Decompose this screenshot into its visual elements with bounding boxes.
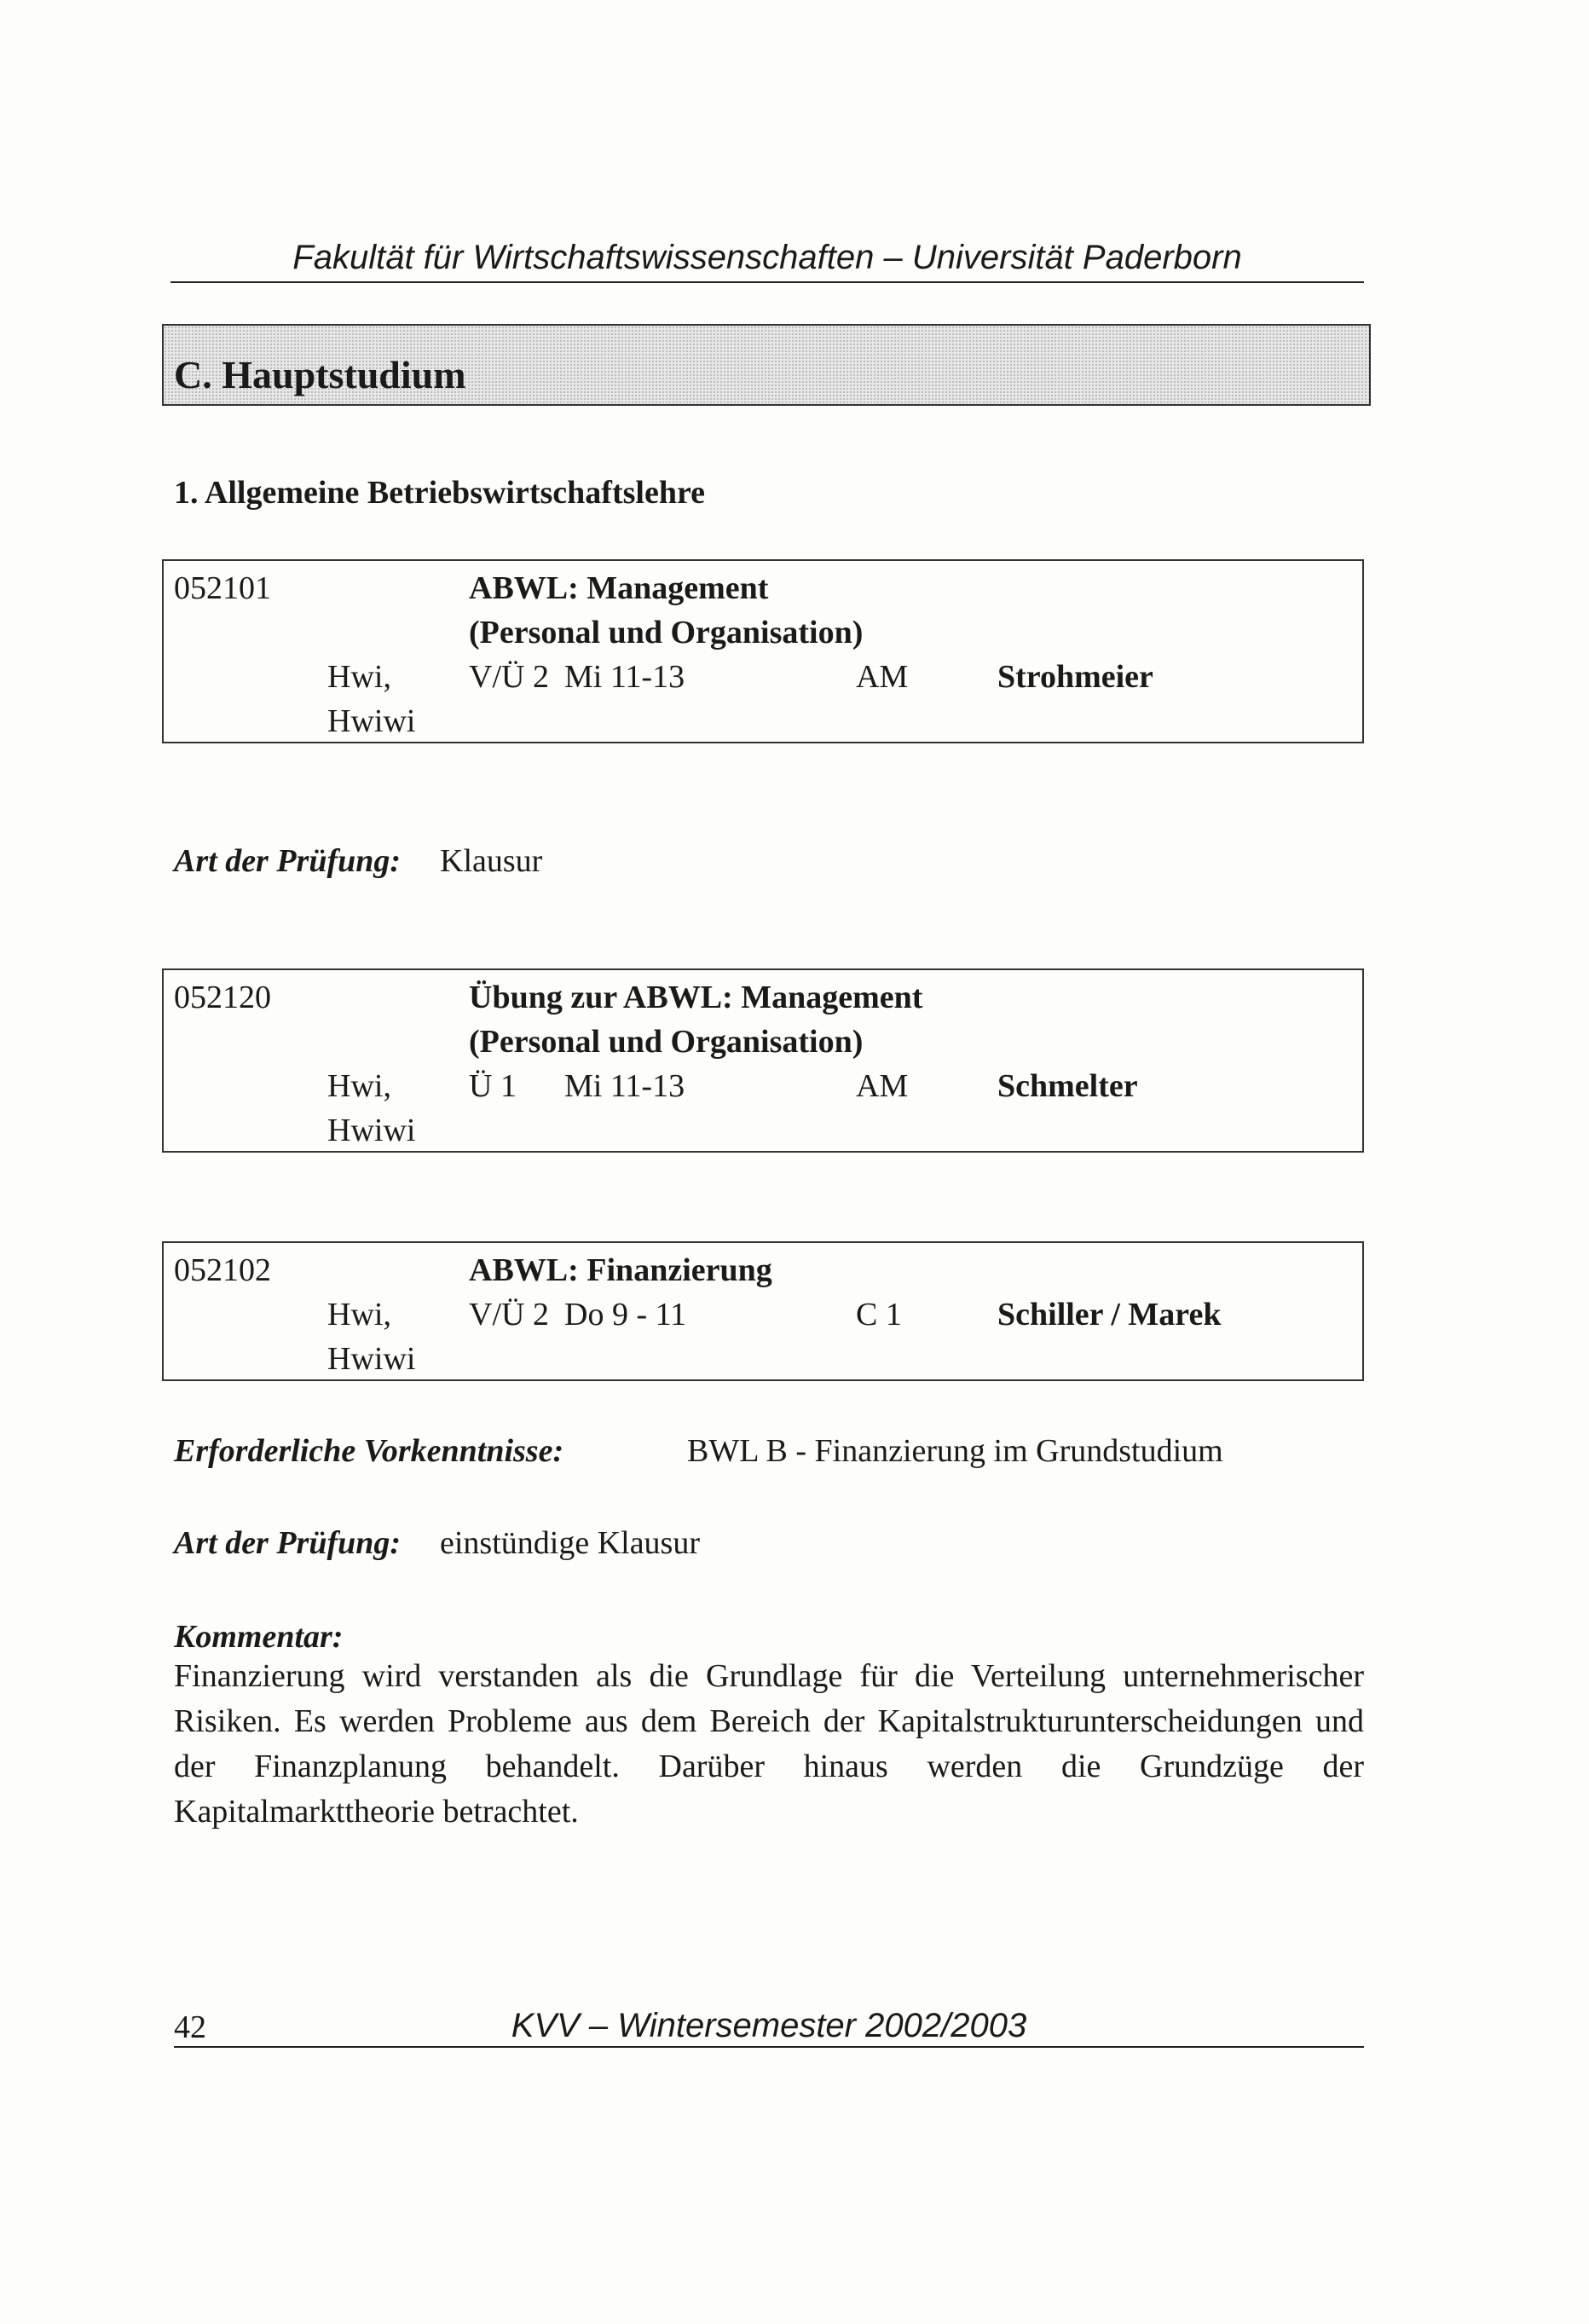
section-title: C. Hauptstudium — [174, 353, 466, 396]
course-box-052101 — [162, 559, 1364, 743]
exam-value-2: einstündige Klausur — [440, 1525, 701, 1561]
course-audience-2: Hwiwi — [327, 1341, 416, 1377]
course-room: AM — [856, 1068, 909, 1104]
comment-label: Kommentar: — [174, 1619, 344, 1655]
course-time: Mi 11-13 — [564, 659, 685, 695]
course-subtitle: (Personal und Organisation) — [469, 615, 864, 650]
exam-label: Art der Prüfung: — [174, 843, 402, 879]
course-room: C 1 — [856, 1297, 902, 1333]
section-banner — [162, 324, 1371, 406]
prereq-value: BWL B - Finanzierung im Grundstudium — [687, 1433, 1223, 1469]
course-time: Mi 11-13 — [564, 1068, 685, 1104]
course-audience-2: Hwiwi — [327, 1113, 416, 1148]
prereq-label: Erforderliche Vorkenntnisse: — [174, 1433, 564, 1469]
course-title: ABWL: Management — [469, 570, 769, 606]
course-audience: Hwi, — [327, 1297, 391, 1333]
running-header: Fakultät für Wirtschaftswissenschaften – Universität Paderborn — [292, 239, 1242, 276]
course-audience-2: Hwiwi — [327, 703, 416, 739]
comment-text: Finanzierung wird verstanden als die Grundlage für die Verteilung unternehmerischer Risiken. Es werden Probleme aus dem Bereich der Kapitalstrukturunterscheidungen und der Finanzplanung behandelt. Darüber hinaus werden die Grundzüge der Kapitalmarkttheorie betrachtet. — [174, 1658, 1364, 1830]
course-time: Do 9 - 11 — [564, 1297, 687, 1333]
course-lecturer: Strohmeier — [997, 659, 1153, 695]
course-audience: Hwi, — [327, 1068, 391, 1104]
running-footer: KVV – Wintersemester 2002/2003 — [511, 2007, 1027, 2044]
course-box-052102 — [162, 1241, 1364, 1381]
course-box-052120 — [162, 968, 1364, 1153]
course-title: ABWL: Finanzierung — [469, 1252, 772, 1288]
course-number: 052102 — [174, 1252, 271, 1288]
course-room: AM — [856, 659, 909, 695]
course-number: 052101 — [174, 570, 271, 606]
course-type: Ü 1 — [469, 1068, 517, 1104]
course-type: V/Ü 2 — [469, 659, 549, 695]
subsection-title: 1. Allgemeine Betriebswirtschaftslehre — [174, 475, 705, 511]
course-number: 052120 — [174, 980, 271, 1015]
header-rule — [170, 281, 1364, 283]
course-audience: Hwi, — [327, 659, 391, 695]
exam-label-2: Art der Prüfung: — [174, 1525, 402, 1561]
exam-value: Klausur — [440, 843, 543, 879]
footer-rule — [174, 2046, 1364, 2048]
course-title: Übung zur ABWL: Management — [469, 980, 923, 1015]
page-number: 42 — [174, 2009, 206, 2045]
course-lecturer: Schiller / Marek — [997, 1297, 1222, 1333]
course-lecturer: Schmelter — [997, 1068, 1138, 1104]
course-type: V/Ü 2 — [469, 1297, 549, 1333]
course-subtitle: (Personal und Organisation) — [469, 1024, 864, 1060]
